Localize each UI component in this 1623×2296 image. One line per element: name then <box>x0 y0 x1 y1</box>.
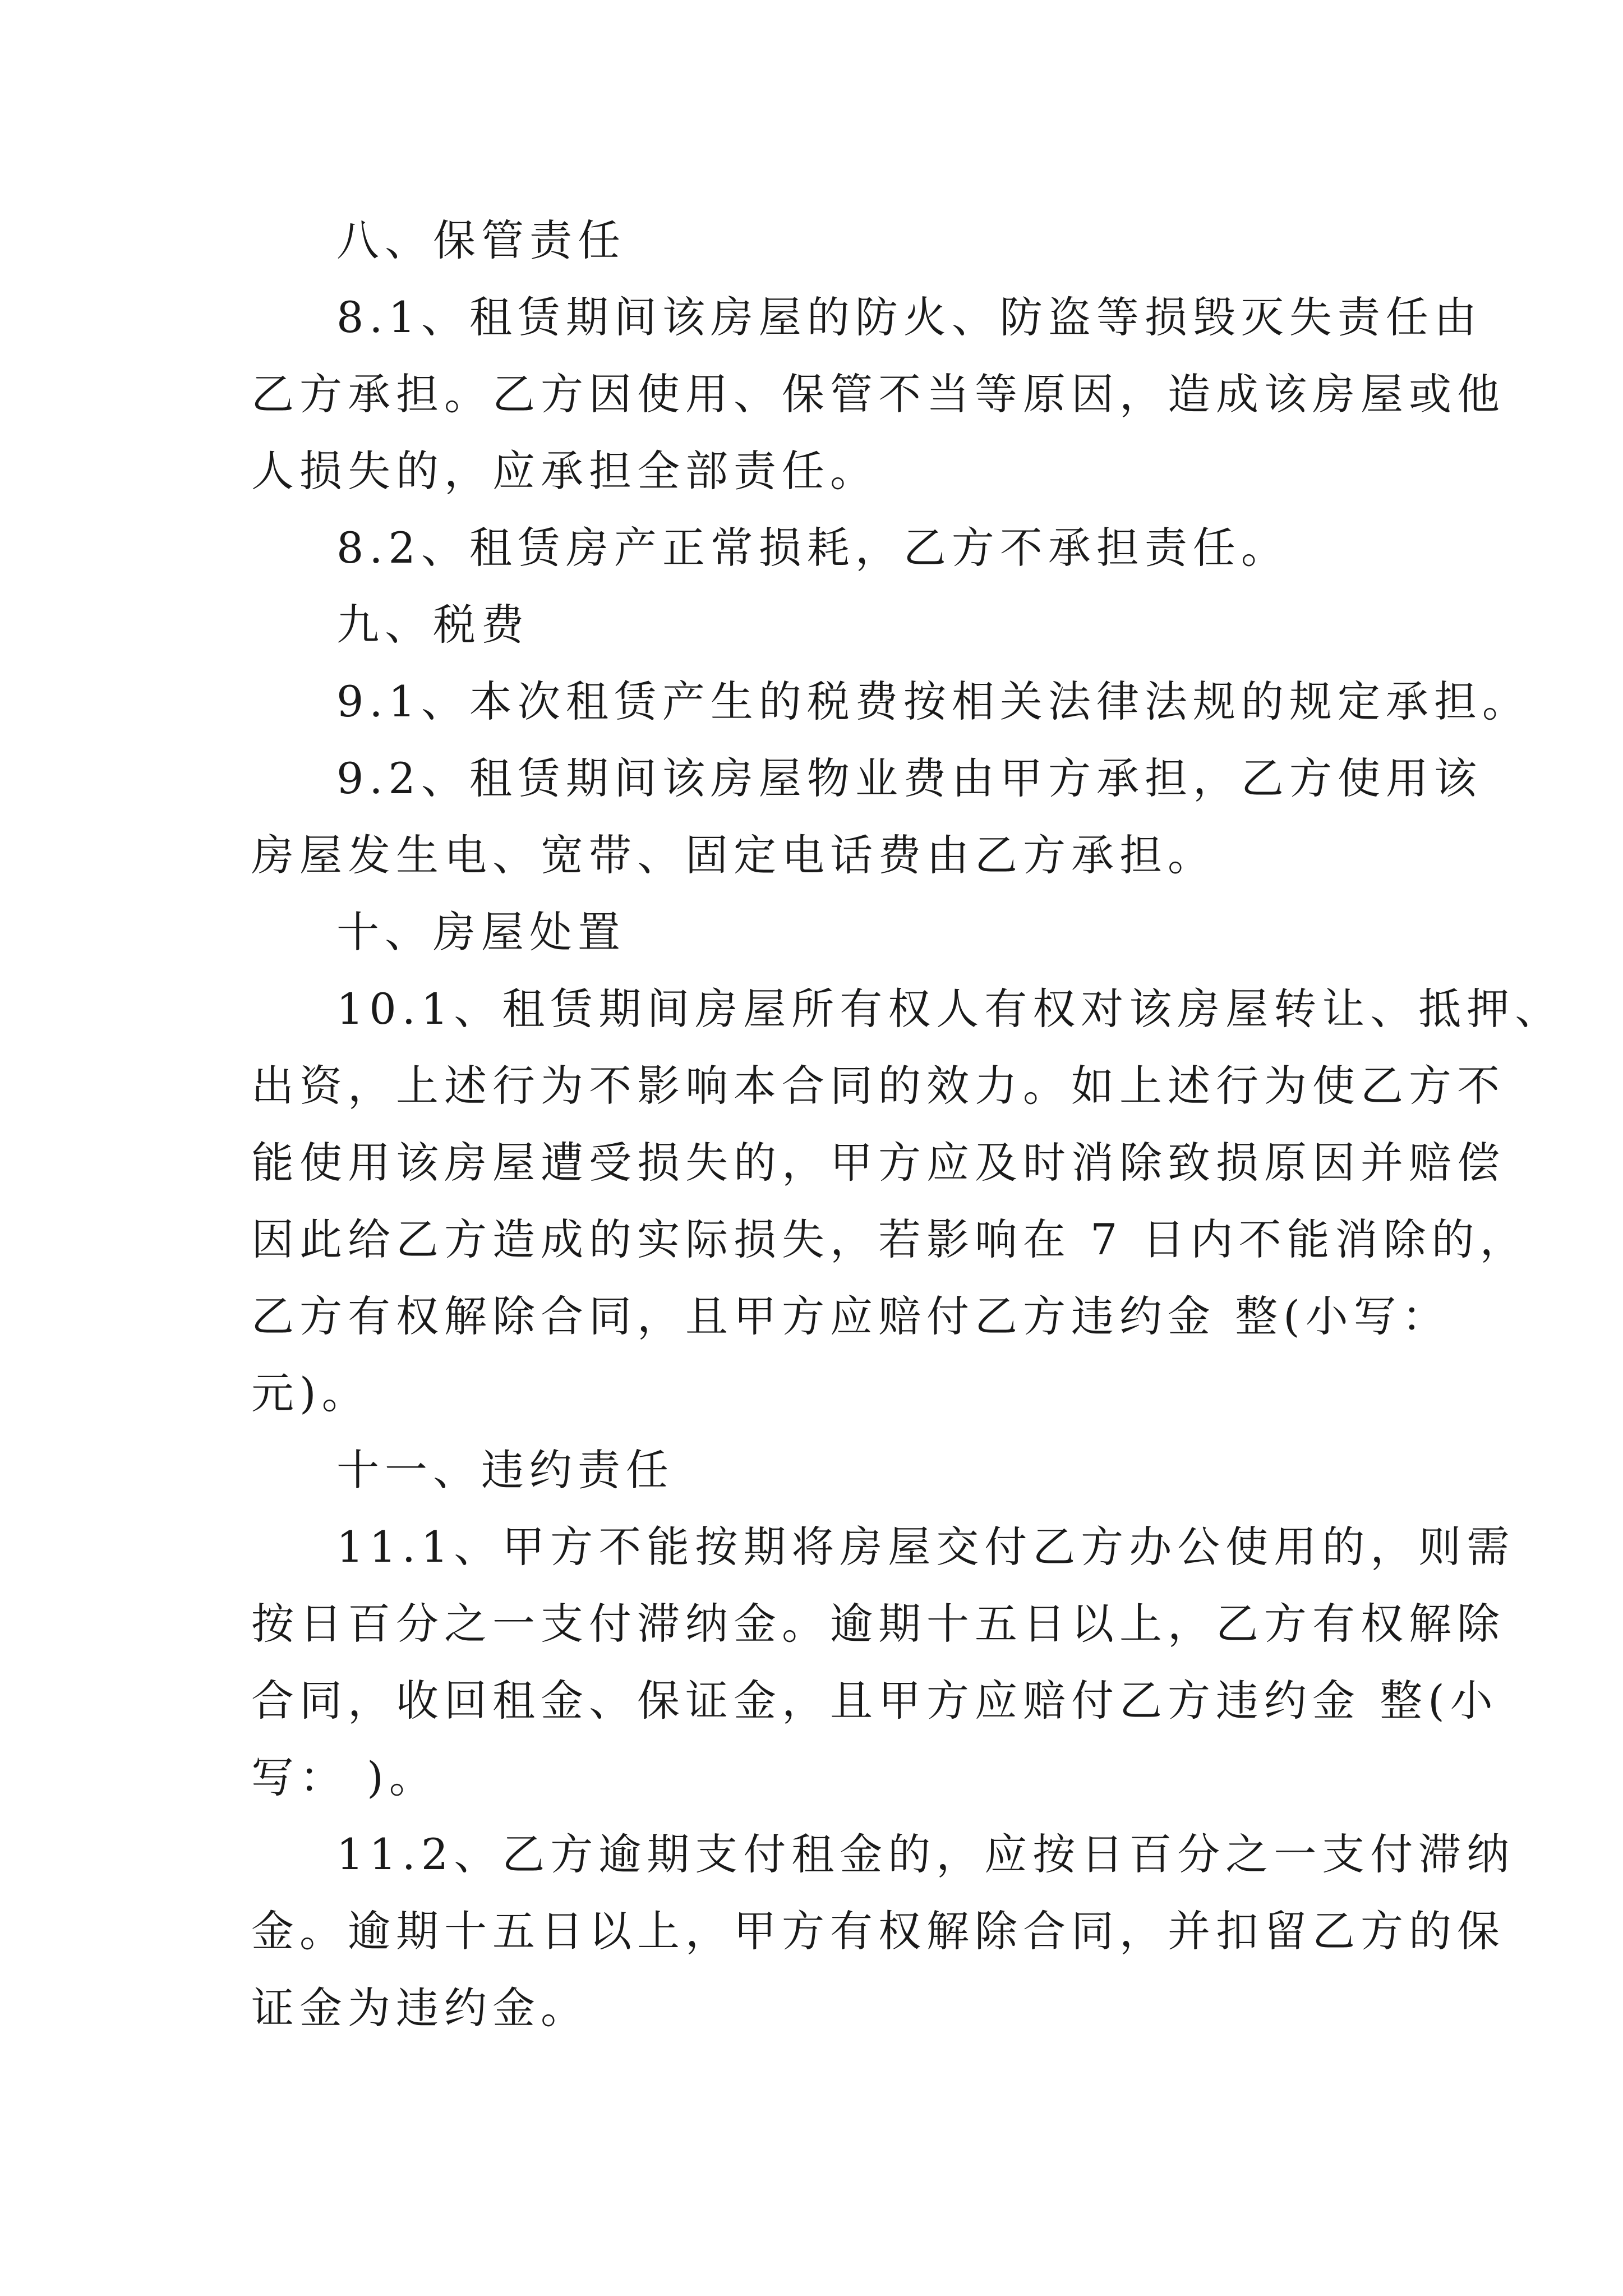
clause-8-2: 8.2、租赁房产正常损耗，乙方不承担责任。 <box>336 523 1289 573</box>
clause-10-1-line-3: 能使用该房屋遭受损失的，甲方应及时消除致损原因并赔偿 <box>251 1138 1505 1188</box>
section-heading-9: 九、税费 <box>336 600 529 650</box>
clause-11-2-line-3: 证金为违约金。 <box>251 1983 589 2033</box>
clause-10-1-line-1: 10.1、租赁期间房屋所有权人有权对该房屋转让、抵押、 <box>336 984 1564 1034</box>
clause-8-1-line-1: 8.1、租赁期间该房屋的防火、防盗等损毁灭失责任由 <box>336 292 1482 342</box>
clause-9-2-line-2: 房屋发生电、宽带、固定电话费由乙方承担。 <box>251 830 1216 880</box>
clause-9-1: 9.1、本次租赁产生的税费按相关法律法规的规定承担。 <box>336 677 1530 726</box>
clause-10-1-line-5: 乙方有权解除合同，且甲方应赔付乙方违约金 整(小写： <box>251 1291 1450 1341</box>
clause-10-1-line-4: 因此给乙方造成的实际损失，若影响在 7 日内不能消除的， <box>251 1214 1528 1264</box>
clause-11-1-line-2: 按日百分之一支付滞纳金。逾期十五日以上，乙方有权解除 <box>251 1599 1505 1649</box>
clause-8-1-line-3: 人损失的，应承担全部责任。 <box>251 446 878 496</box>
clause-11-2-line-1: 11.2、乙方逾期支付租金的，应按日百分之一支付滞纳 <box>336 1829 1515 1879</box>
clause-11-1-line-3: 合同，收回租金、保证金，且甲方应赔付乙方违约金 整(小 <box>251 1676 1498 1726</box>
section-heading-10: 十、房屋处置 <box>336 907 626 957</box>
clause-11-2-line-2: 金。逾期十五日以上，甲方有权解除合同，并扣留乙方的保 <box>251 1906 1505 1956</box>
clause-9-2-line-1: 9.2、租赁期间该房屋物业费由甲方承担，乙方使用该 <box>336 753 1482 803</box>
clause-8-1-line-2: 乙方承担。乙方因使用、保管不当等原因，造成该房屋或他 <box>251 369 1505 419</box>
clause-11-1-line-1: 11.1、甲方不能按期将房屋交付乙方办公使用的，则需 <box>336 1522 1515 1572</box>
section-heading-8: 八、保管责任 <box>336 215 626 265</box>
clause-10-1-line-6: 元)。 <box>251 1368 370 1418</box>
clause-10-1-line-2: 出资，上述行为不影响本合同的效力。如上述行为使乙方不 <box>251 1061 1505 1111</box>
clause-11-1-line-4: 写： )。 <box>251 1752 437 1802</box>
document-body <box>251 202 1564 2046</box>
section-heading-11: 十一、违约责任 <box>336 1445 674 1495</box>
